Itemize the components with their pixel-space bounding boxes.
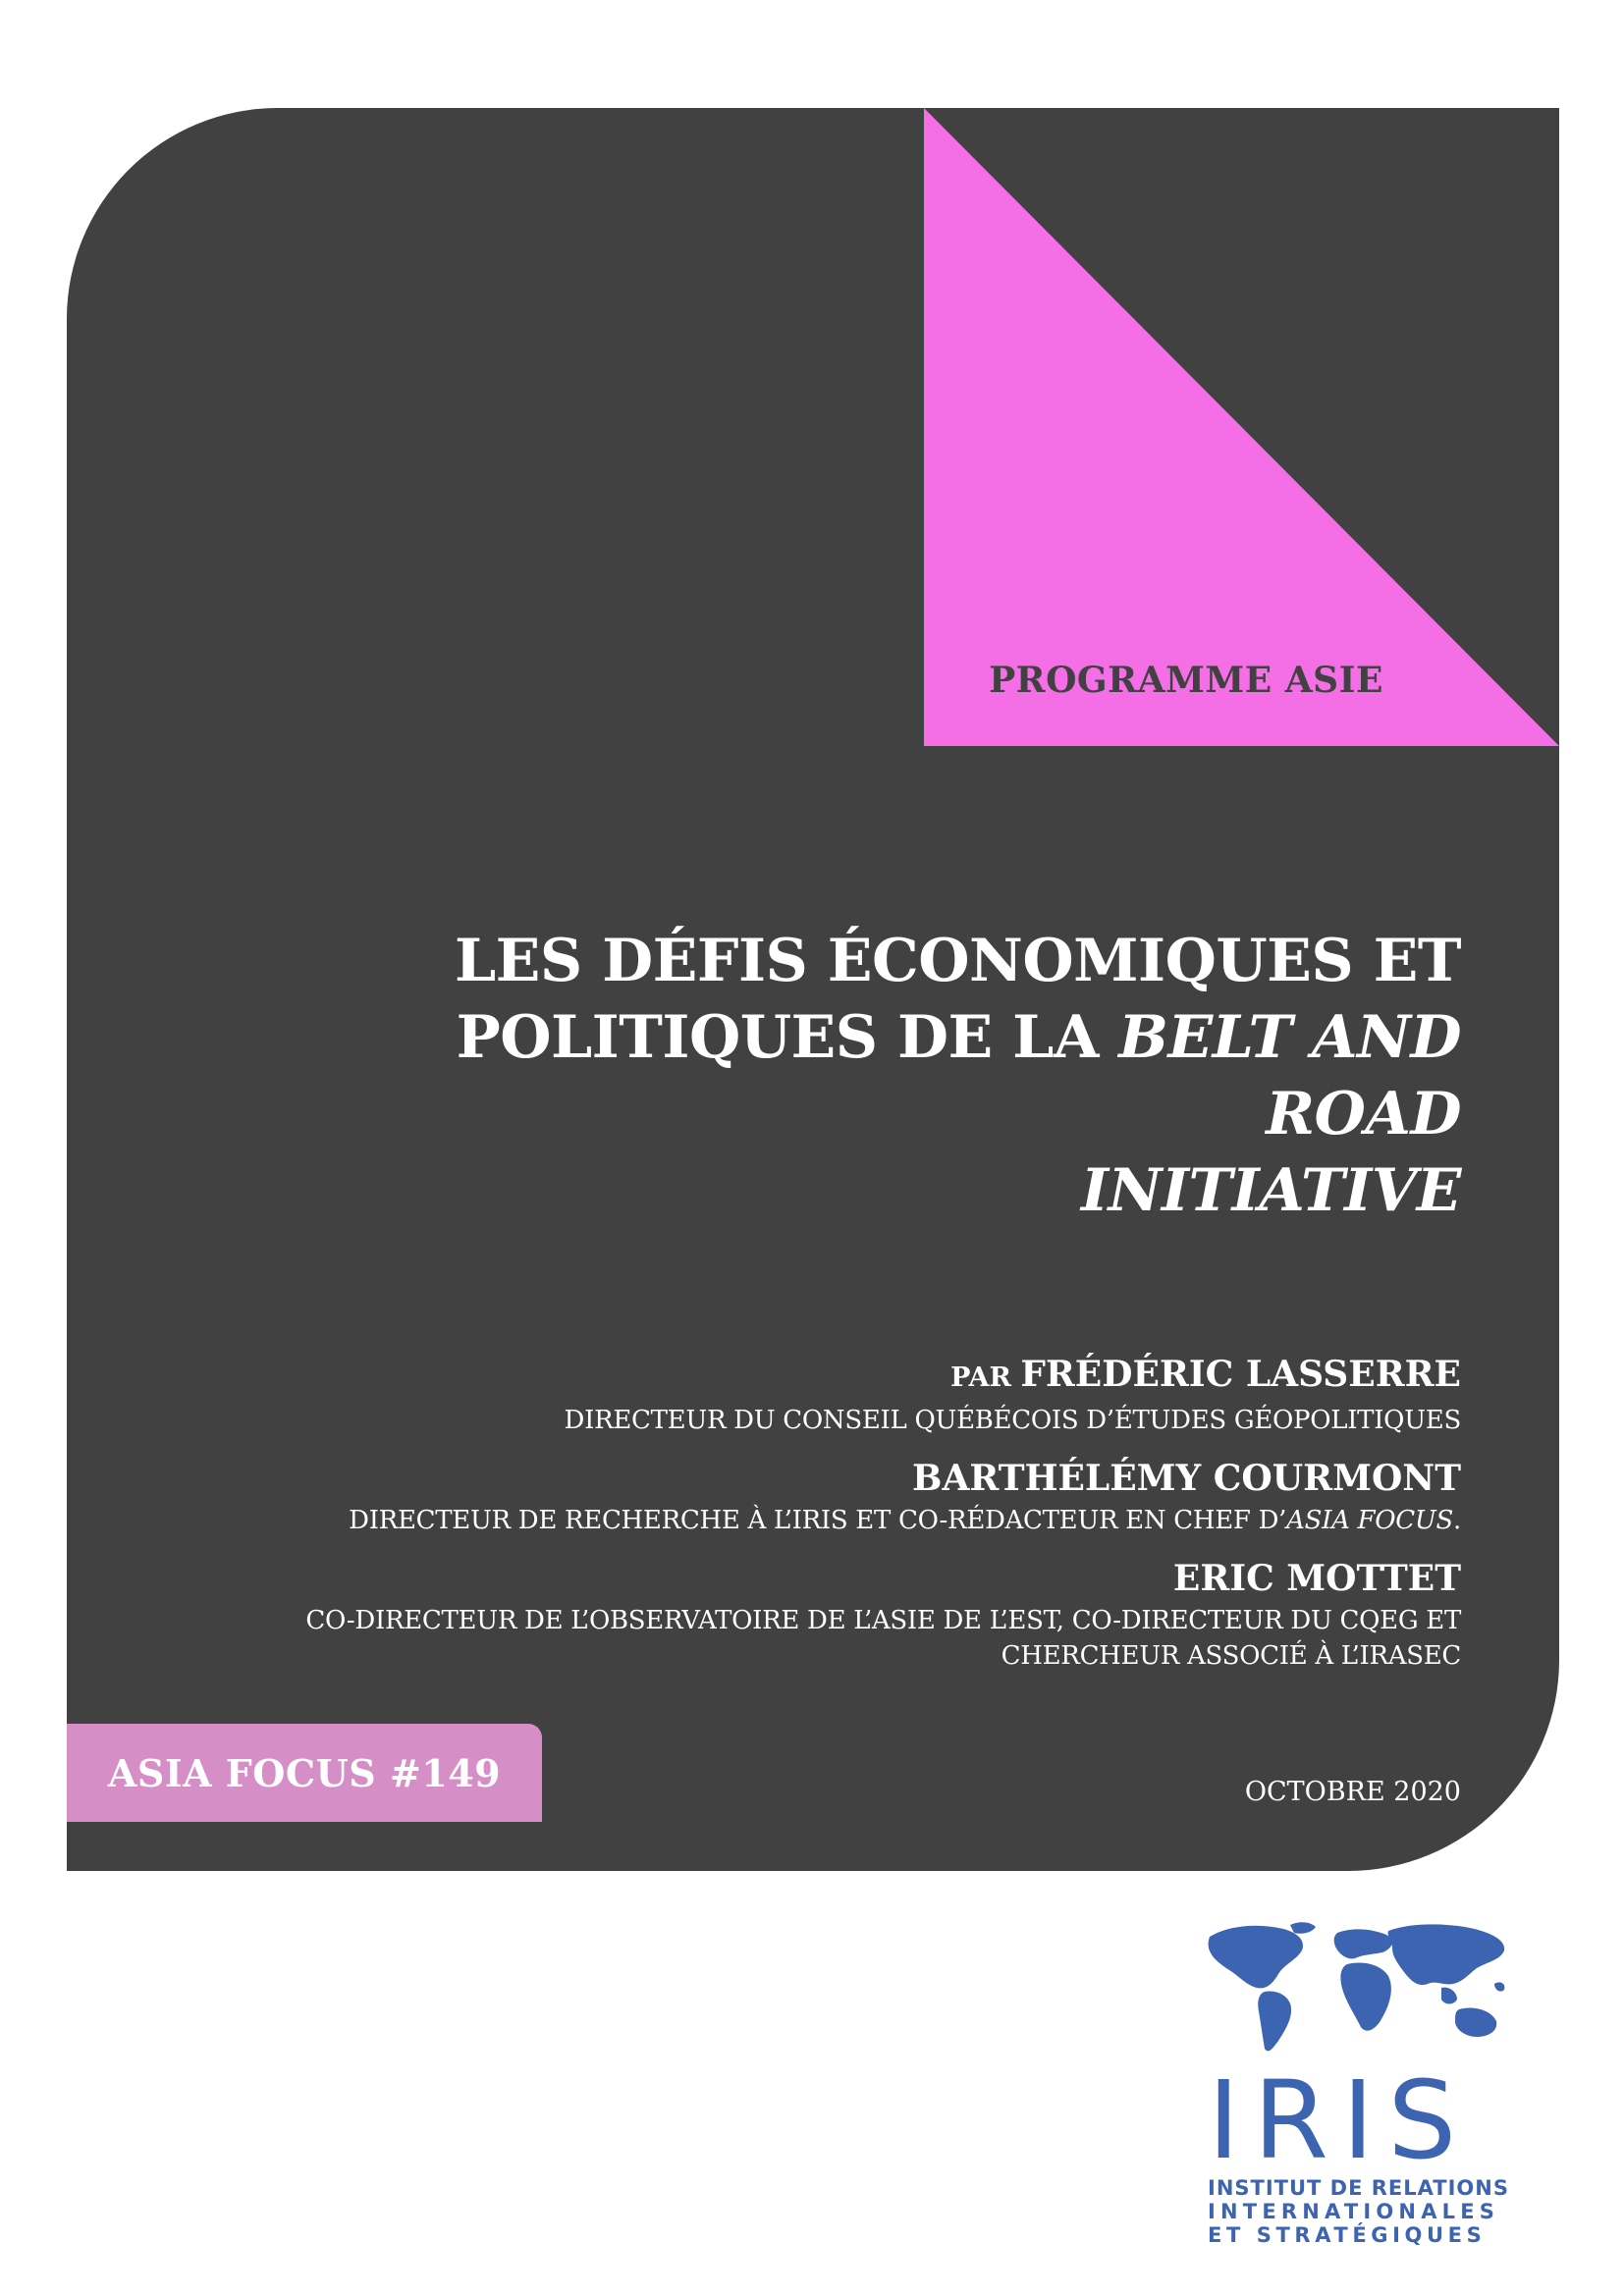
program-label: PROGRAMME ASIE xyxy=(989,660,1383,701)
title-line-2-italic: BELT AND ROAD xyxy=(1118,1003,1461,1148)
author-role xyxy=(185,1603,1461,1674)
title-line-3 xyxy=(283,1152,1461,1229)
author-role-line: CO-DIRECTEUR DE L’OBSERVATOIRE DE L’ASIE DE L’EST, CO-DIRECTEUR DU CQEG ET xyxy=(305,1606,1461,1635)
logo-subtitle-line: INSTITUT DE RELATIONS xyxy=(1208,2176,1509,2200)
series-badge: ASIA FOCUS #149 xyxy=(67,1724,542,1822)
author-role-italic: ASIA FOCUS xyxy=(1286,1506,1454,1535)
title-line-1: LES DÉFIS ÉCONOMIQUES ET xyxy=(454,927,1461,995)
author-name: BARTHÉLÉMY COURMONT xyxy=(912,1458,1461,1499)
author-name: ERIC MOTTET xyxy=(1172,1558,1461,1599)
author-role: DIRECTEUR DU CONSEIL QUÉBÉCOIS D’ÉTUDES GÉOPOLITIQUES xyxy=(564,1406,1461,1435)
author-role-end: . xyxy=(1453,1506,1461,1535)
author-name-text: FRÉDÉRIC LASSERRE xyxy=(1020,1354,1461,1395)
title-line-2 xyxy=(283,999,1461,1152)
title-line-2-plain: POLITIQUES DE LA xyxy=(456,1003,1119,1072)
document-title xyxy=(283,923,1461,1229)
title-line-3-italic: INITIATIVE xyxy=(1081,1156,1461,1225)
publication-date: OCTOBRE 2020 xyxy=(1244,1777,1461,1807)
author-prefix: PAR xyxy=(950,1362,1021,1393)
iris-logo xyxy=(1200,1919,1514,2247)
logo-subtitle-line: ET STRATÉGIQUES xyxy=(1208,2223,1487,2247)
author-role-text: DIRECTEUR DE RECHERCHE À L’IRIS ET CO-RÉDACTEUR EN CHEF D’ xyxy=(349,1506,1287,1535)
logo-subtitle-line: INTERNATIONALES xyxy=(1208,2200,1500,2223)
pink-triangle-decoration xyxy=(924,108,1559,746)
author-name xyxy=(185,1350,1461,1403)
author-role xyxy=(185,1503,1461,1538)
world-map-icon xyxy=(1200,1919,1514,2066)
authors-block xyxy=(185,1350,1461,1689)
author-role-line: CHERCHEUR ASSOCIÉ À L’IRASEC xyxy=(1001,1641,1461,1671)
cover-panel xyxy=(67,108,1559,1871)
logo-letters: IRIS xyxy=(1208,2057,1471,2183)
